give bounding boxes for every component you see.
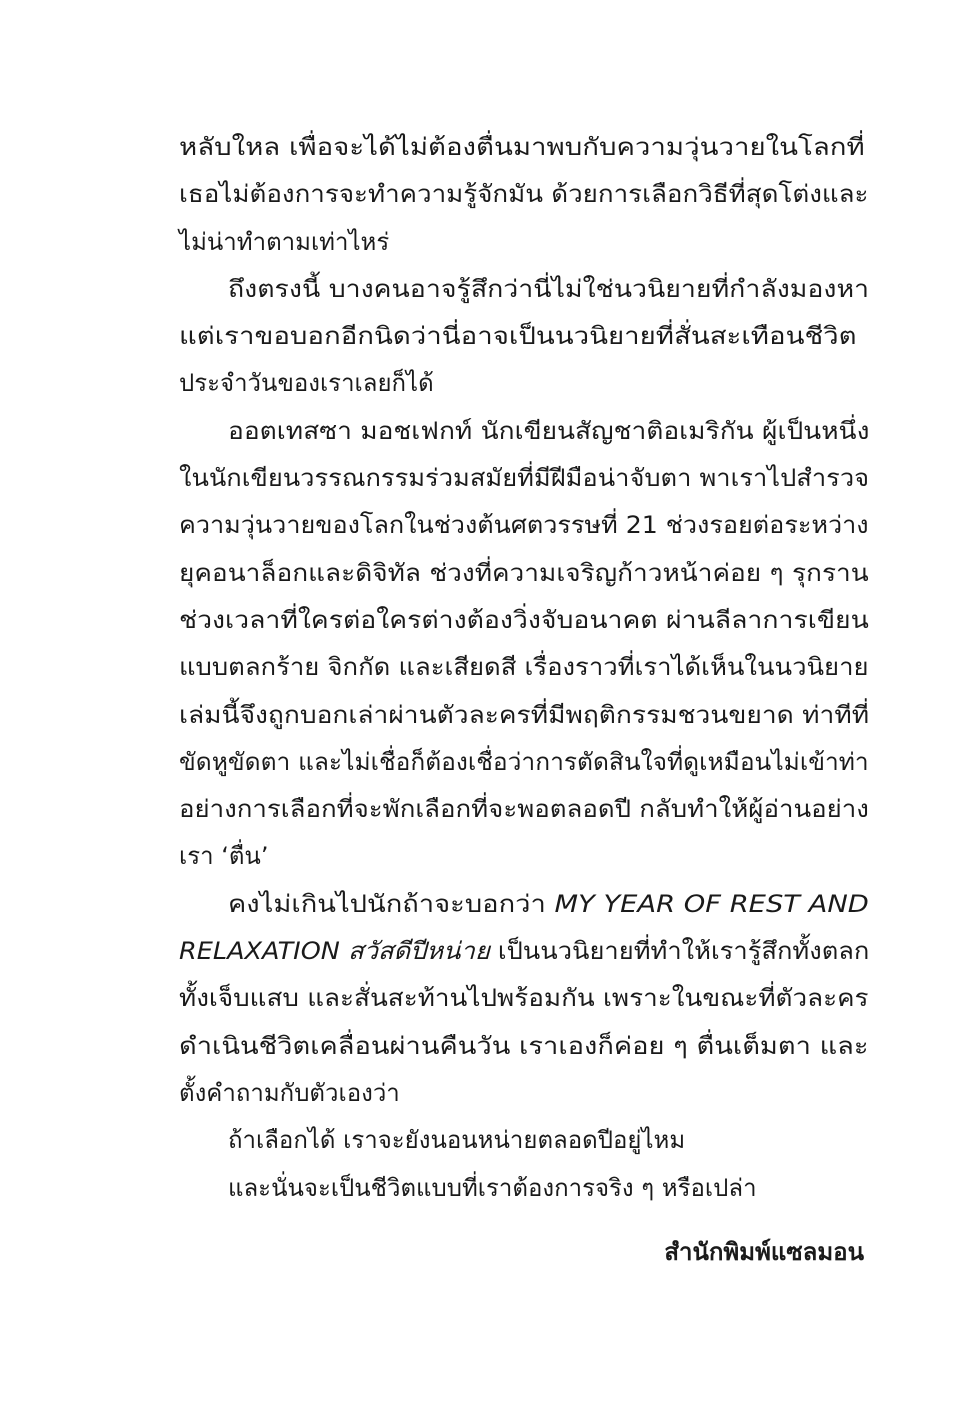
text-line-content [179,1023,869,1070]
text-line [179,1117,869,1164]
text-segment: ถ้าเลือกได้ เราจะยังนอนหน่ายตลอดปีอยู่ไหม [228,1126,686,1155]
text-line-content [179,455,869,502]
text-line [179,644,869,691]
text-line-content [179,502,869,549]
text-segment: ขัดหูขัดตา และไม่เชื่อก็ต้องเชื่อว่าการตัดสินใจที่ดูเหมือนไม่เข้าท่า [179,747,869,776]
text-line-content [228,1165,757,1212]
text-segment: เธอไม่ต้องการจะทำความรู้จักมัน ด้วยการเลือกวิธีที่สุดโต่งและ [179,180,869,209]
text-line-content [179,975,869,1022]
text-segment: แต่เราขอบอกอีกนิดว่านี่อาจเป็นนวนิยายที่สั่นสะเทือนชีวิต [179,322,857,351]
text-line-content [179,597,869,644]
text-segment: ถึงตรงนี้ บางคนอาจรู้สึกว่านี่ไม่ใช่นวนิยายที่กำลังมองหา [228,274,870,303]
text-segment: และนั่นจะเป็นชีวิตแบบที่เราต้องการจริง ๆ หรือเปล่า [228,1173,757,1202]
text-line [179,833,869,880]
text-line-content [179,550,869,597]
text-line-content [179,786,869,833]
text-line-content [179,171,868,218]
text-line-content [179,313,857,360]
text-segment: ไม่น่าทำตามเท่าไหร่ [179,227,390,256]
text-line-content [228,408,869,455]
text-line [179,928,869,975]
text-segment: ตั้งคำถามกับตัวเองว่า [179,1078,400,1107]
text-line-content [228,881,869,928]
text-segment: เรา ‘ตื่น’ [179,842,269,871]
text-line-content [179,739,869,786]
text-line-content [179,360,434,407]
text-line [179,550,869,597]
text-segment: ในนักเขียนวรรณกรรมร่วมสมัยที่มีฝีมือน่าจับตา พาเราไปสำรวจ [179,464,870,493]
italic-title-segment: RELAXATION สวัสดีปีหน่าย [179,937,490,966]
text-segment: หลับใหล เพื่อจะได้ไม่ต้องตื่นมาพบกับความวุ่นวายในโลกที่ [179,133,865,161]
text-line-content [228,266,869,313]
text-segment: ดำเนินชีวิตเคลื่อนผ่านคืนวัน เราเองก็ค่อย ๆ ตื่นเต็มตา และ [179,1031,869,1060]
text-segment: แบบตลกร้าย จิกกัด และเสียดสี เรื่องราวที่เราได้เห็นในนวนิยาย [179,653,869,682]
text-line [179,739,869,786]
text-line [179,313,869,360]
text-line [179,124,869,171]
text-line [179,455,869,502]
text-line [179,219,869,266]
text-segment: ยุคอนาล็อกและดิจิทัล ช่วงที่ความเจริญก้าวหน้าค่อย ๆ รุกราน [179,558,869,587]
text-segment: ช่วงเวลาที่ใครต่อใครต่างต้องวิ่งจับอนาคต ผ่านลีลาการเขียน [179,605,869,634]
text-line [179,1023,869,1070]
italic-title-segment: MY YEAR OF REST AND [554,889,869,918]
text-segment: เล่มนี้จึงถูกบอกเล่าผ่านตัวละครที่มีพฤติกรรมชวนขยาด ท่าทีที่ [179,700,870,729]
text-line [179,881,869,928]
text-segment: ความวุ่นวายของโลกในช่วงต้นศตวรรษที่ 21 ช่วงรอยต่อระหว่าง [179,511,869,540]
text-segment: ออตเทสซา มอชเฟกท์ นักเขียนสัญชาติอเมริกัน ผู้เป็นหนึ่ง [228,416,870,445]
text-line-content [179,124,865,171]
text-line [179,692,869,739]
text-line [179,408,869,455]
text-line [179,360,869,407]
text-line [179,266,869,313]
text-segment: เป็นนวนิยายที่ทำให้เรารู้สึกทั้งตลก [489,937,870,966]
text-line-content [179,644,869,691]
text-line [179,975,869,1022]
text-segment: อย่างการเลือกที่จะพักเลือกที่จะพอตลอดปี กลับทำให้ผู้อ่านอย่าง [179,795,869,824]
text-line-content [179,1070,400,1117]
text-segment: ประจำวันของเราเลยก็ได้ [179,369,434,398]
text-line [179,1070,869,1117]
text-line-content [179,219,389,266]
text-line [179,786,869,833]
text-segment: คงไม่เกินไปนักถ้าจะบอกว่า [228,889,555,918]
text-segment: ทั้งเจ็บแสบ และสั่นสะท้านไปพร้อมกัน เพราะในขณะที่ตัวละคร [179,984,869,1013]
text-line-content [228,1117,685,1164]
text-line [179,171,869,218]
text-line-content [179,928,869,975]
publisher-signature: สำนักพิมพ์แซลมอน [664,1238,864,1266]
text-line-content [179,692,869,739]
text-line [179,597,869,644]
text-line-content [179,833,268,880]
text-line [179,502,869,549]
text-line [179,1165,869,1212]
body-text [179,124,869,1212]
